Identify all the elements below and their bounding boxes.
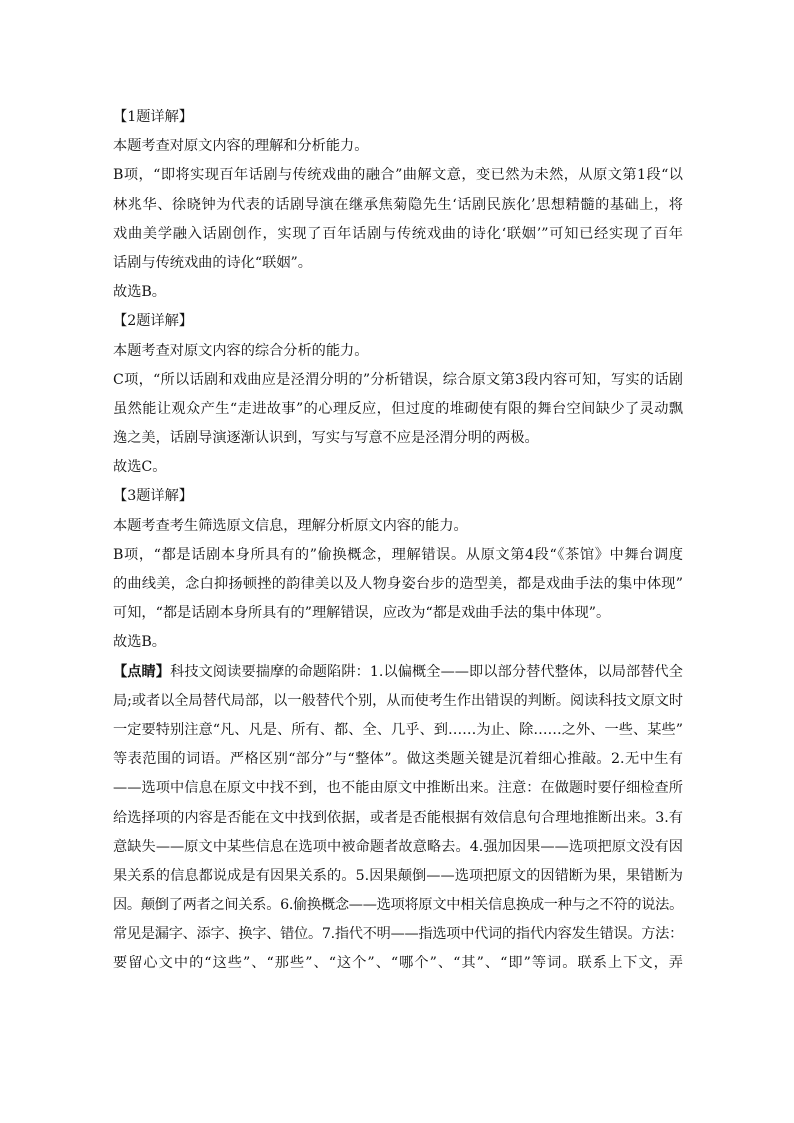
paragraph-line: B项，“都是话剧本身所具有的”偷换概念，理解错误。从原文第4段“《茶馆》中舞台调度 bbox=[113, 546, 683, 563]
section-heading: 【2题详解】 bbox=[113, 313, 193, 330]
paragraph-line: 本题考查对原文内容的理解和分析能力。 bbox=[113, 138, 369, 155]
note-line: 因。颠倒了两者之间关系。6.偷换概念——选项将原文中相关信息换成一种与之不符的说法。 bbox=[113, 897, 683, 914]
paragraph-line: 戏曲美学融入话剧创作，实现了百年话剧与传统戏曲的诗化‘联姻’”可知已经实现了百年 bbox=[113, 225, 683, 242]
note-line: 给选择项的内容是否能在文中找到依据，或者是否能根据有效信息句合理地推断出来。3.有 bbox=[113, 809, 683, 826]
document-page bbox=[113, 103, 683, 979]
answer-line: 故选B。 bbox=[113, 284, 166, 301]
note-first-line bbox=[113, 658, 683, 687]
paragraph-line: 可知，“都是话剧本身所具有的”理解错误，应改为“都是戏曲手法的集中体现”。 bbox=[113, 605, 611, 622]
paragraph-line: 本题考查考生筛选原文信息，理解分析原文内容的能力。 bbox=[113, 517, 468, 534]
note-line: 局;或者以全局替代局部，以一般替代个别，从而使考生作出错误的判断。阅读科技文原文时 bbox=[113, 692, 683, 709]
note-line: 要留心文中的“这些”、“那些”、“这个”、“哪个”、“其”、“即”等词。联系上下文，弄 bbox=[113, 955, 683, 972]
paragraph-line: 的曲线美，念白抑扬顿挫的韵律美以及人物身姿台步的造型美，都是戏曲手法的集中体现” bbox=[113, 576, 683, 592]
note-line: 等表范围的词语。严格区别“部分”与“整体”。做这类题关键是沉着细心推敲。2.无中生有 bbox=[113, 751, 683, 768]
note-heading: 【点睛】 bbox=[113, 663, 171, 680]
paragraph-line: C项，“所以话剧和戏曲应是泾渭分明的”分析错误，综合原文第3段内容可知，写实的话剧 bbox=[113, 371, 683, 388]
note-line: 意缺失——原文中某些信息在选项中被命题者故意略去。4.强加因果——选项把原文没有因 bbox=[113, 838, 683, 855]
section-heading: 【3题详解】 bbox=[113, 488, 193, 505]
note-line: 果关系的信息都说成是有因果关系的。5.因果颠倒——选项把原文的因错断为果，果错断为 bbox=[113, 867, 683, 884]
note-line: 常见是漏字、添字、换字、错位。7.指代不明——指选项中代词的指代内容发生错误。方法： bbox=[113, 926, 683, 943]
note-line: 一定要特别注意“凡、凡是、所有、都、全、几乎、到……为止、除……之外、一些、某些” bbox=[113, 721, 683, 738]
answer-line: 故选B。 bbox=[113, 634, 166, 651]
paragraph-line: 虽然能让观众产生“走进故事”的心理反应，但过度的堆砌使有限的舞台空间缺少了灵动飘 bbox=[113, 400, 683, 417]
paragraph-line: 话剧与传统戏曲的诗化“联姻”。 bbox=[113, 254, 312, 271]
section-heading: 【1题详解】 bbox=[113, 109, 193, 125]
paragraph-line: 本题考查对原文内容的综合分析的能力。 bbox=[113, 342, 369, 359]
answer-line: 故选C。 bbox=[113, 459, 167, 476]
paragraph-line: B项，“即将实现百年话剧与传统戏曲的融合”曲解文意，变已然为未然，从原文第1段“以 bbox=[113, 167, 683, 184]
note-text: 科技文阅读要揣摩的命题陷阱：1.以偏概全——即以部分替代整体，以局部替代全 bbox=[170, 663, 683, 680]
paragraph-line: 林兆华、徐晓钟为代表的话剧导演在继承焦菊隐先生‘话剧民族化’思想精髓的基础上，将 bbox=[113, 196, 683, 213]
note-line: ——选项中信息在原文中找不到，也不能由原文中推断出来。注意：在做题时要仔细检查所 bbox=[113, 780, 683, 797]
paragraph-line: 逸之美，话剧导演逐渐认识到，写实与写意不应是泾渭分明的两极。 bbox=[113, 430, 539, 447]
